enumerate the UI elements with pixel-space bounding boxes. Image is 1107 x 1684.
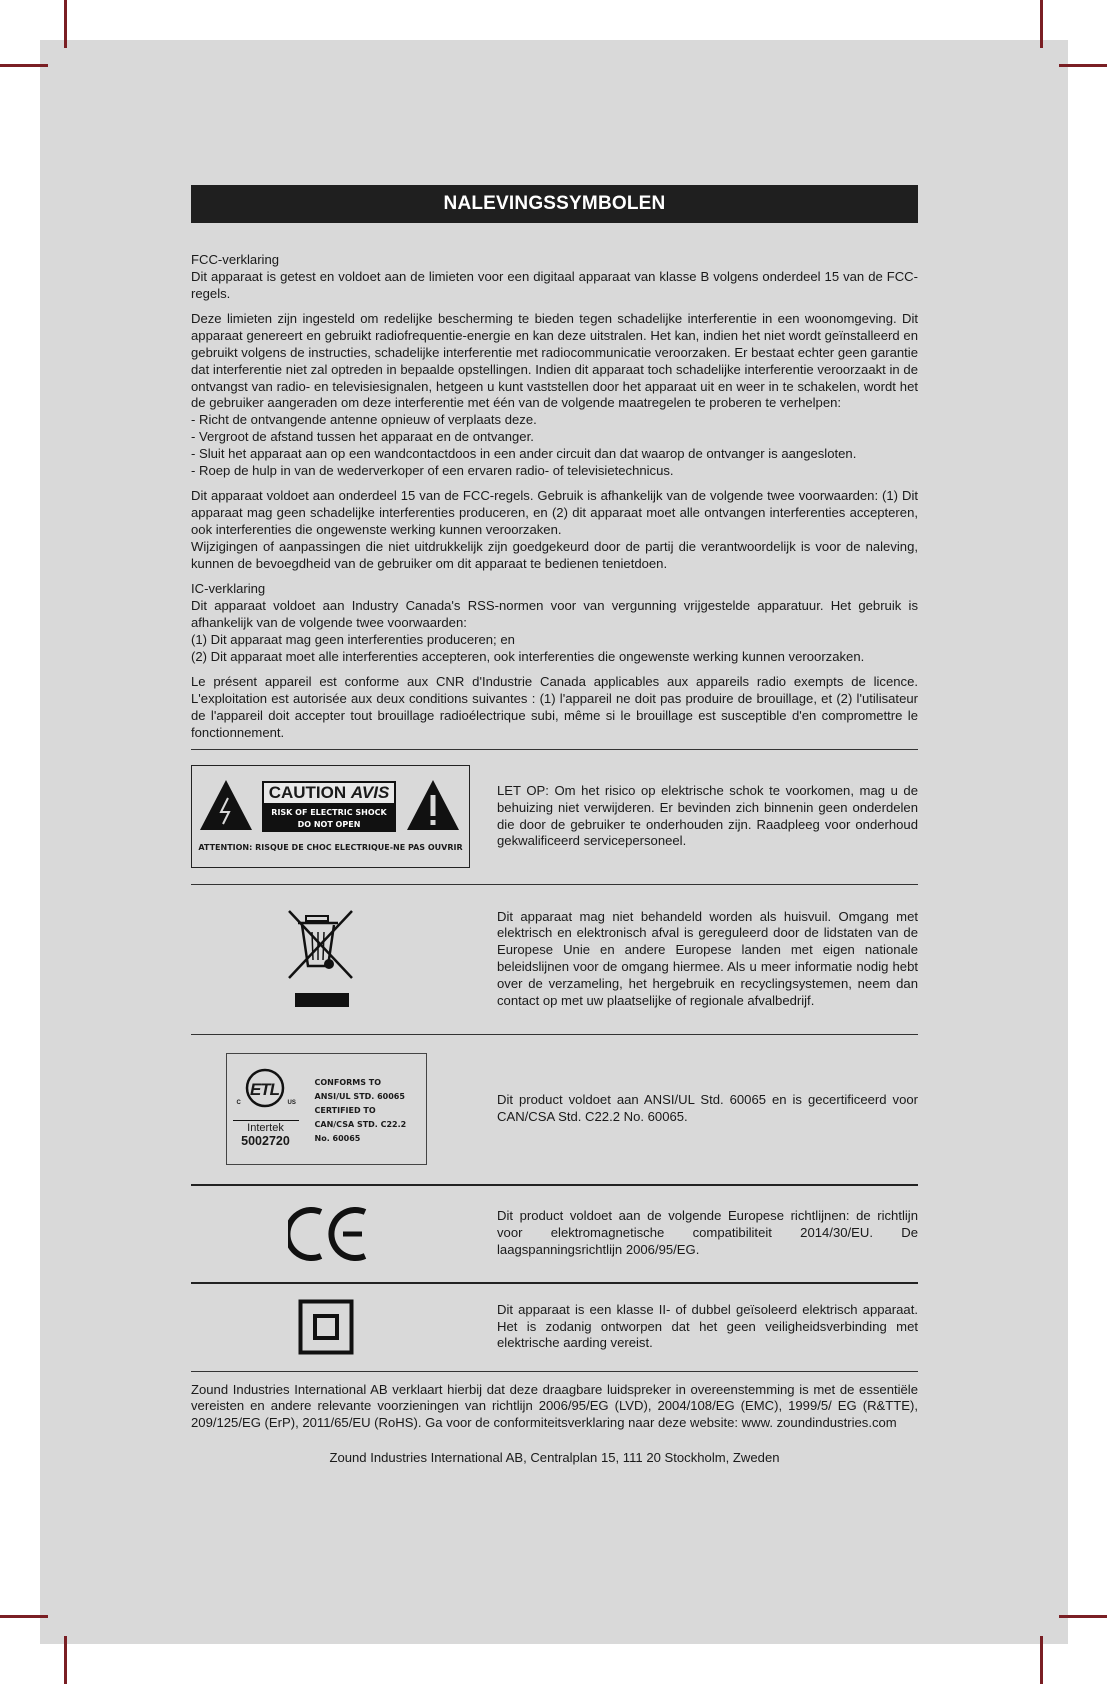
etl-conformance-text xyxy=(315,1076,407,1146)
divider xyxy=(191,1371,918,1372)
document-content xyxy=(191,185,918,1465)
crop-mark xyxy=(1059,64,1107,67)
caution-symbol-cell xyxy=(191,765,489,868)
etl-mark-text: ETL xyxy=(249,1080,280,1100)
caution-heading xyxy=(262,781,396,805)
risk-banner xyxy=(262,805,396,832)
ic-condition-2: (2) Dit apparaat moet alle interferenties accepteren, ook interferenties die ongewenste werking kunnen veroorzaken. xyxy=(191,648,865,664)
etl-line: ANSI/UL STD. 60065 xyxy=(314,1092,405,1102)
crop-mark xyxy=(0,64,48,67)
weee-row xyxy=(191,885,918,1034)
class2-symbol-cell xyxy=(191,1299,489,1355)
crossed-out-bin-icon xyxy=(286,908,356,1010)
ic-condition-1: (1) Dit apparaat mag geen interferenties produceren; en xyxy=(191,631,515,647)
risk-text: RISK OF ELECTRIC SHOCK xyxy=(271,808,387,818)
declaration-paragraph: Zound Industries International AB verklaart hierbij dat deze draagbare luidspreker in overeenstemming is met de essentiële vereisten en andere relevante voorzieningen van richtlijn 2006/95/EG (LVD), 2004/108/EG (EMC), 1999/5/ EG (R&TTE), 209/125/EG (ErP), 2011/65/EU (RoHS). Ga voor de conformiteitsverklaring naar deze website: www. zoundindustries.com xyxy=(191,1381,918,1431)
fcc-paragraph-2: Deze limieten zijn ingesteld om redelijke bescherming te bieden tegen schadelijke interferentie in een woonomgeving. Dit apparaat genereert en gebruikt radiofrequentie-energie en kan deze uitstralen. Het kan, indien het niet wordt geïnstalleerd en gebruikt volgens de instructies, schadelijke interferentie met radiocommunicatie veroorzaken. Er bestaat echter geen garantie dat interferentie niet zal optreden in bepaalde opstellingen. Indien dit apparaat toch schadelijke interferentie veroorzaakt in de ontvangst van radio- en televisiesignalen, hetgeen u kunt vaststellen door het apparaat uit en weer in te schakelen, wordt het de gebruiker aangeraden om deze interferentie met één van de volgende maatregelen te proberen te verhelpen: xyxy=(191,311,918,411)
etl-row xyxy=(191,1035,918,1184)
exclamation-warning-icon xyxy=(405,778,461,832)
attention-text: ATTENTION: RISQUE DE CHOC ELECTRIQUE-NE PAS OUVRIR xyxy=(198,843,463,853)
fcc-list-item: - Vergroot de afstand tussen het apparaat en de ontvanger. xyxy=(191,428,534,444)
fcc-section xyxy=(191,252,918,572)
ce-mark-icon xyxy=(288,1204,370,1264)
fcc-list-item: - Sluit het apparaat aan op een wandcontactdoos in een ander circuit dan dat waarop de ontvanger is aangesloten. xyxy=(191,445,857,461)
fcc-list-item: - Roep de hulp in van de wederverkoper of een ervaren radio- of televisietechnicus. xyxy=(191,462,674,478)
class2-row xyxy=(191,1284,918,1371)
caution-label xyxy=(191,765,470,868)
fcc-paragraph-4: Wijzigingen of aanpassingen die niet uitdrukkelijk zijn goedgekeurd door de partij die verantwoordelijk is voor de naleving, kunnen de bevoegdheid van de gebruiker om dit apparaat te bedienen tenietdoen. xyxy=(191,538,918,571)
class2-description: Dit apparaat is een klasse II- of dubbel geïsoleerd elektrisch apparaat. Het is zodanig ontworpen dat het geen veiligheidsverbinding met elektrische aarding vereist. xyxy=(497,1301,918,1351)
ic-paragraph: Dit apparaat voldoet aan Industry Canada's RSS-normen voor van vergunning vrijgestelde apparatuur. Het gebruik is afhankelijk van de volgende twee voorwaarden: xyxy=(191,598,918,630)
fcc-paragraph-1: Dit apparaat is getest en voldoet aan de limieten voor een digitaal apparaat van klasse B volgens onderdeel 15 van de FCC-regels. xyxy=(191,268,918,301)
etl-description: Dit product voldoet aan ANSI/UL Std. 60065 en is gecertificeerd voor CAN/CSA Std. C22.2 No. 60065. xyxy=(497,1092,918,1125)
caution-row xyxy=(191,750,918,884)
crop-mark xyxy=(64,1636,67,1684)
intertek-number: 5002720 xyxy=(241,1134,290,1149)
company-address: Zound Industries International AB, Centralplan 15, 111 20 Stockholm, Zweden xyxy=(329,1449,780,1465)
section-title: NALEVINGSSYMBOLEN xyxy=(443,193,666,214)
ic-heading: IC-verklaring xyxy=(191,581,266,597)
crop-mark xyxy=(1040,1636,1043,1684)
fcc-list-item: - Richt de ontvangende antenne opnieuw of verplaats deze. xyxy=(191,412,537,428)
ic-section xyxy=(191,581,918,741)
etl-symbol-cell xyxy=(191,1053,489,1165)
caution-word: CAUTION xyxy=(268,783,347,803)
crop-mark xyxy=(0,1615,48,1618)
intertek-text: Intertek xyxy=(233,1120,299,1134)
ic-french-paragraph: Le présent appareil est conforme aux CNR d'Industrie Canada applicables aux appareils radio exempts de licence. L'exploitation est autorisée aux deux conditions suivantes : (1) l'appareil ne doit pas produire de brouillage, et (2) l'utilisateur de l'appareil doit accepter tout brouillage radioélectrique subi, même si le brouillage est susceptible d'en compromettre le fonctionnement. xyxy=(191,674,918,740)
avis-word: AVIS xyxy=(350,783,390,803)
etl-line: No. 60065 xyxy=(314,1134,361,1144)
ce-row xyxy=(191,1186,918,1282)
fcc-heading: FCC-verklaring xyxy=(191,252,280,267)
weee-symbol-cell xyxy=(191,908,489,1010)
etl-line: CONFORMS TO xyxy=(314,1078,382,1088)
etl-certification-label xyxy=(226,1053,427,1165)
section-title-bar xyxy=(191,185,918,223)
double-insulation-icon xyxy=(298,1299,354,1355)
weee-description: Dit apparaat mag niet behandeld worden als huisvuil. Omgang met elektrisch en elektronisch afval is gereguleerd door de lidstaten van de Europese Unie en andere Europese landen met eigen nationale beleidslijnen voor de omgang hiermee. Als u meer informatie nodig hebt over de verzameling, het hergebruik en recyclingsystemen, neem dan contact op met uw plaatselijke of regionale afvalbedrijf. xyxy=(497,908,918,1008)
ce-symbol-cell xyxy=(191,1204,489,1264)
etl-us-text: US xyxy=(287,1100,296,1107)
crop-mark xyxy=(64,0,67,48)
ce-description: Dit product voldoet aan de volgende Europese richtlijnen: de richtlijn voor elektromagnetische compatibiliteit 2014/30/EU. De laagspanningsrichtlijn 2006/95/EG. xyxy=(497,1208,918,1257)
do-not-open-text: DO NOT OPEN xyxy=(297,820,361,830)
etl-c-text: C xyxy=(236,1100,241,1107)
electric-shock-warning-icon xyxy=(198,778,254,832)
etl-line: CERTIFIED TO xyxy=(314,1106,376,1116)
crop-mark xyxy=(1059,1615,1107,1618)
caution-description: LET OP: Om het risico op elektrische schok te voorkomen, mag u de behuizing niet verwijderen. Er bevinden zich binnenin geen onderdelen die door de gebruiker te onderhouden zijn. Raadpleeg voor onderhoud gekwalificeerd servicepersoneel. xyxy=(497,782,918,849)
crop-mark xyxy=(1040,0,1043,48)
etl-line: CAN/CSA STD. C22.2 xyxy=(314,1120,407,1130)
fcc-paragraph-3: Dit apparaat voldoet aan onderdeel 15 van de FCC-regels. Gebruik is afhankelijk van de volgende twee voorwaarden: (1) Dit apparaat mag geen schadelijke interferenties produceren, en (2) dit apparaat moet alle ontvangen interferenties accepteren, ook interferenties die ongewenste werking kunnen veroorzaken. xyxy=(191,488,918,537)
